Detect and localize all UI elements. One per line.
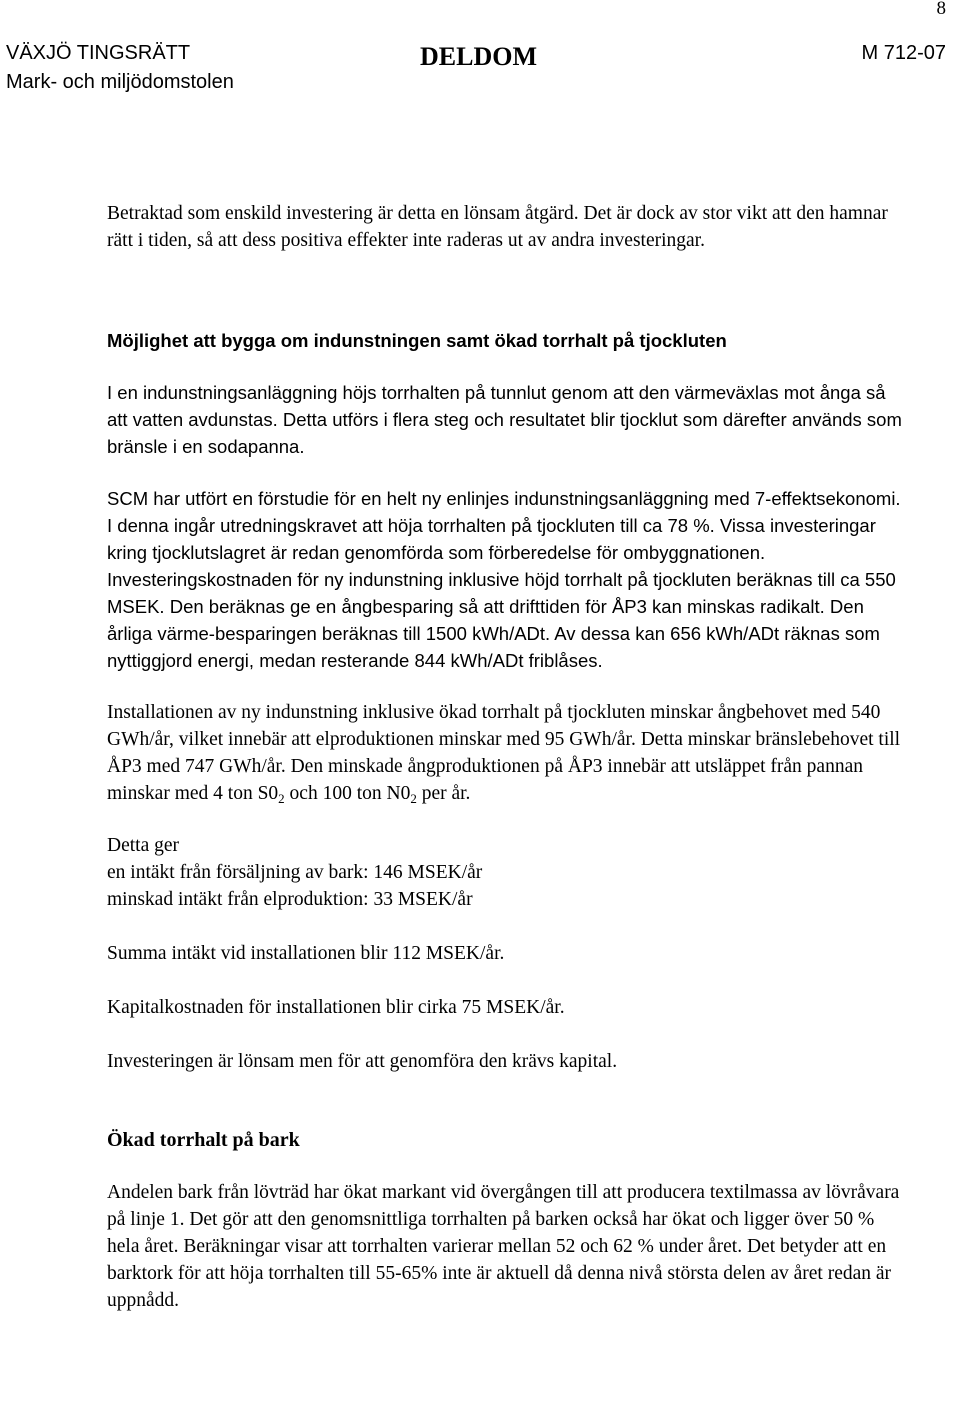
spacer [107,254,907,327]
section-heading-bark: Ökad torrhalt på bark [107,1129,300,1151]
court-name: VÄXJÖ TINGSRÄTT [6,42,191,64]
installation-text-end: per år. [416,783,471,804]
no2-subscript: 2 [410,791,417,806]
paragraph-installation-effects [107,699,907,807]
document-body [107,200,907,1314]
spacer [107,674,907,699]
spacer [107,1021,907,1048]
paragraph-revenue-summary [107,832,907,913]
installation-text: Installationen av ny indunstning inklusive ökad torrhalt på tjockluten minskar ångbehovet med 540 GWh/år, vilket innebär att elproduktionen minskar med 95 GWh/år. Detta minskar bränslebehovet till ÅP3 med 747 GWh/år. Den minskade ångproduktionen på ÅP3 innebär att utsläppet från pannan minskar med 4 ton S0 [107,702,901,804]
revenue-bark-sales: en intäkt från försäljning av bark: 146 MSEK/år [107,862,483,883]
spacer [107,354,907,379]
paragraph-investment-assessment: Betraktad som enskild investering är detta en lönsam åtgärd. Det är dock av stor vikt att den hamnar rätt i tiden, så att dess positiva effekter inte raderas ut av andra investeringar. [107,203,888,251]
case-number: M 712-07 [861,42,946,64]
so2-subscript: 2 [278,791,285,806]
paragraph-scm-prestudy: SCM har utfört en förstudie för en helt ny enlinjes indunstningsanläggning med 7-effektsekonomi. I denna ingår utredningskravet att höja torrhalten på tjockluten till ca 78 %. Vissa investeringar kring tjocklutslagret är redan genomförda som förberedelse för ombyggnationen. Investeringskostnaden för ny indunstning inklusive höjd torrhalt på tjockluten beräknas till ca 550 MSEK. Den beräknas ge en ångbesparing så att drifttiden för ÅP3 kan minskas radikalt. Den årliga värme-besparingen beräknas till 1500 kWh/ADt. Av dessa kan 656 kWh/ADt räknas som nyttiggjord energi, medan resterande 844 kWh/ADt friblåses. [107,488,901,671]
installation-text-mid: och 100 ton N0 [284,783,411,804]
spacer [107,913,907,940]
paragraph-total-revenue: Summa intäkt vid installationen blir 112 MSEK/år. [107,943,505,964]
section-heading-evaporation: Möjlighet att bygga om indunstningen samt ökad torrhalt på tjockluten [107,330,727,351]
revenue-electricity-loss: minskad intäkt från elproduktion: 33 MSEK/år [107,889,473,910]
paragraph-bark-drying: Andelen bark från lövträd har ökat markant vid övergången till att producera textilmassa av lövråvara på linje 1. Det gör att den genomsnittliga torrhalten på barken också har ökat och ligger över 50 % hela året. Beräkningar visar att torrhalten varierar mellan 52 och 62 % under året. Det betyder att en barktork för att höja torrhalten till 55-65% inte är aktuell då denna nivå största delen av året redan är uppnådd. [107,1182,900,1311]
spacer [107,967,907,994]
court-division: Mark- och miljödomstolen [6,71,234,93]
spacer [107,1154,907,1179]
revenue-intro: Detta ger [107,835,180,856]
spacer [107,807,907,832]
page-number: 8 [936,0,946,19]
spacer [107,460,907,485]
paragraph-capital-cost: Kapitalkostnaden för installationen blir cirka 75 MSEK/år. [107,997,565,1018]
spacer [107,1075,907,1127]
document-type: DELDOM [420,42,537,71]
paragraph-investment-conclusion: Investeringen är lönsam men för att genomföra den krävs kapital. [107,1051,618,1072]
paragraph-evaporation-plant: I en indunstningsanläggning höjs torrhalten på tunnlut genom att den värmeväxlas mot ånga så att vatten avdunstas. Detta utförs i flera steg och resultatet blir tjocklut som därefter används som bränsle i en sodapanna. [107,382,902,457]
header-court-block [6,39,234,97]
